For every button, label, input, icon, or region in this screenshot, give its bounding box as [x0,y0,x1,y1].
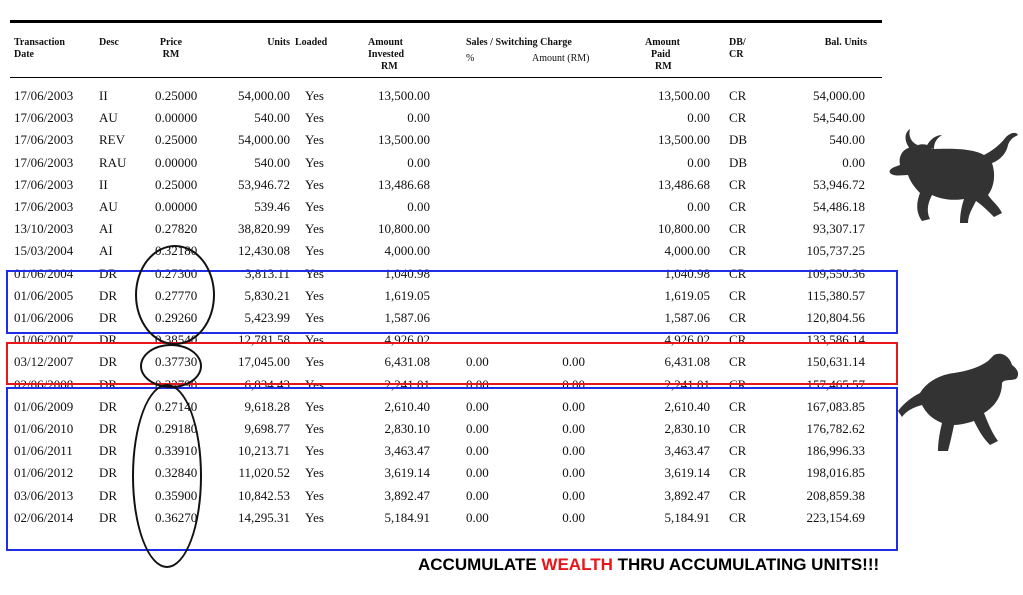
cell-units: 38,820.99 [238,221,290,237]
tagline [418,555,879,575]
cell-date: 17/06/2003 [14,110,74,126]
header-units: Units [267,37,290,48]
cell-paid: 1,619.05 [664,287,710,303]
cell-dbcr: DB [729,154,748,170]
table-row [0,108,1023,128]
cell-date: 01/06/2005 [14,287,74,303]
cell-dbcr: CR [729,221,747,237]
cell-desc: AU [99,110,118,126]
cell-units: 10,842.53 [238,487,290,503]
cell-loaded: Yes [305,487,324,503]
cell-loaded: Yes [305,443,324,459]
cell-bal: 115,380.57 [806,287,865,303]
cell-price: 0.32840 [155,465,198,481]
cell-date: 01/06/2012 [14,465,74,481]
cell-charge: 0.00 [562,421,585,436]
cell-amount: 1,619.05 [384,287,430,303]
cell-price: 0.00000 [155,110,198,126]
cell-amount: 6,431.08 [384,354,430,370]
cell-loaded: Yes [305,287,324,303]
cell-dbcr: CR [729,398,747,414]
cell-bal: 109,550.36 [806,265,865,281]
header-amount-rm: Amount (RM) [532,53,590,64]
cell-paid: 13,500.00 [658,88,710,103]
cell-price: 0.29180 [155,421,198,436]
cell-pct: 0.00 [466,465,489,481]
cell-date: 17/06/2003 [14,176,74,192]
cell-units: 12,781.58 [238,332,290,348]
cell-price: 0.00000 [155,199,198,214]
cell-price: 0.36270 [155,509,198,525]
header-rule [10,77,882,78]
cell-price: 0.27140 [155,398,198,414]
cell-dbcr: CR [729,176,747,192]
price-circle-middle [140,344,202,388]
cell-units: 9,698.77 [244,421,290,436]
cell-date: 17/06/2003 [14,154,74,170]
cell-price: 0.38540 [155,332,198,348]
cell-date: 01/06/2009 [14,398,74,414]
cell-charge: 0.00 [562,465,585,481]
cell-units: 17,045.00 [238,354,290,370]
cell-price: 0.32790 [155,376,198,392]
cell-loaded: Yes [305,110,324,126]
cell-pct: 0.00 [466,509,489,525]
cell-amount: 3,619.14 [384,465,430,481]
cell-price: 0.27820 [155,221,198,237]
cell-paid: 10,800.00 [658,221,710,237]
cell-loaded: Yes [305,398,324,414]
cell-loaded: Yes [305,376,324,392]
cell-paid: 3,892.47 [664,487,710,503]
cell-bal: 54,000.00 [813,88,865,103]
cell-bal: 223,154.69 [806,509,865,525]
cell-paid: 0.00 [687,110,710,126]
cell-loaded: Yes [305,243,324,259]
cell-bal: 54,540.00 [813,110,865,126]
cell-amount: 10,800.00 [378,221,430,237]
cell-date: 01/06/2011 [14,443,73,459]
cell-desc: AU [99,199,118,214]
cell-units: 54,000.00 [238,132,290,148]
cell-dbcr: CR [729,88,747,103]
top-rule [10,20,882,23]
cell-desc: DR [99,465,118,481]
bull-icon [880,125,1020,230]
cell-dbcr: DB [729,132,748,148]
cell-units: 5,423.99 [244,310,290,325]
cell-bal: 167,083.85 [806,398,865,414]
cell-loaded: Yes [305,421,324,436]
header-bal-units: Bal. Units [824,37,867,48]
cell-paid: 1,587.06 [664,310,710,325]
cell-charge: 0.00 [562,443,585,459]
cell-bal: 208,859.38 [806,487,865,503]
cell-bal: 120,804.56 [806,310,865,325]
cell-price: 0.35900 [155,487,198,503]
cell-bal: 150,631.14 [806,354,865,370]
cell-bal: 198,016.85 [806,465,865,481]
cell-desc: II [99,88,108,103]
cell-amount: 0.00 [407,199,430,214]
cell-paid: 5,184.91 [664,509,710,525]
cell-paid: 2,830.10 [664,421,710,436]
cell-paid: 4,926.02 [664,332,710,348]
cell-paid: 2,241.01 [664,376,710,392]
cell-amount: 1,040.98 [384,265,430,281]
cell-date: 15/03/2004 [14,243,74,259]
cell-date: 03/06/2013 [14,487,74,503]
table-row [0,86,1023,106]
header-loaded: Loaded [295,37,328,48]
cell-date: 17/06/2003 [14,132,74,148]
cell-charge: 0.00 [562,398,585,414]
cell-dbcr: CR [729,332,747,348]
cell-desc: RAU [99,154,127,170]
cell-price: 0.00000 [155,154,198,170]
cell-price: 0.32180 [155,243,198,259]
cell-desc: II [99,176,108,192]
cell-dbcr: CR [729,243,747,259]
tagline-part1: ACCUMULATE [418,555,542,574]
cell-desc: DR [99,398,118,414]
cell-paid: 2,610.40 [664,398,710,414]
cell-paid: 3,463.47 [664,443,710,459]
cell-units: 12,430.08 [238,243,290,259]
cell-dbcr: CR [729,199,747,214]
cell-date: 13/10/2003 [14,221,74,237]
cell-date: 01/06/2007 [14,332,74,348]
cell-date: 02/06/2014 [14,509,74,525]
cell-dbcr: CR [729,310,747,325]
cell-amount: 3,892.47 [384,487,430,503]
cell-desc: DR [99,487,118,503]
tagline-part2: THRU ACCUMULATING UNITS!!! [612,555,880,574]
table-row [0,153,1023,173]
cell-loaded: Yes [305,154,324,170]
cell-loaded: Yes [305,509,324,525]
cell-date: 17/06/2003 [14,199,74,214]
cell-loaded: Yes [305,199,324,214]
header-amount: Amount Invested RM [368,37,405,72]
cell-charge: 0.00 [562,376,585,392]
cell-bal: 176,782.62 [806,421,865,436]
cell-price: 0.37730 [155,354,198,370]
cell-desc: DR [99,421,118,436]
cell-units: 3,813.11 [244,265,290,281]
cell-pct: 0.00 [466,421,489,436]
cell-pct: 0.00 [466,398,489,414]
cell-amount: 2,241.01 [384,376,430,392]
cell-date: 02/06/2008 [14,376,74,392]
cell-desc: DR [99,287,118,303]
cell-loaded: Yes [305,310,324,325]
cell-price: 0.27770 [155,287,198,303]
cell-units: 6,834.43 [244,376,290,392]
cell-dbcr: CR [729,509,747,525]
cell-units: 9,618.28 [244,398,290,414]
cell-amount: 5,184.91 [384,509,430,525]
cell-loaded: Yes [305,332,324,348]
cell-amount: 13,500.00 [378,88,430,103]
cell-loaded: Yes [305,354,324,370]
cell-desc: DR [99,310,118,325]
cell-bal: 540.00 [829,132,865,148]
cell-loaded: Yes [305,88,324,103]
cell-pct: 0.00 [466,354,489,370]
cell-desc: DR [99,332,118,348]
header-price: Price RM [159,37,183,60]
cell-charge: 0.00 [562,487,585,503]
cell-loaded: Yes [305,176,324,192]
cell-dbcr: CR [729,265,747,281]
cell-date: 17/06/2003 [14,88,74,103]
cell-paid: 6,431.08 [664,354,710,370]
cell-bal: 54,486.18 [813,199,865,214]
cell-paid: 0.00 [687,154,710,170]
cell-bal: 53,946.72 [813,176,865,192]
cell-price: 0.29260 [155,310,198,325]
header-paid: Amount Paid RM [645,37,681,72]
header-date: Transaction Date [14,37,65,60]
cell-price: 0.33910 [155,443,198,459]
header-pct: % [466,53,475,64]
table-row [0,219,1023,239]
cell-price: 0.25000 [155,176,198,192]
cell-loaded: Yes [305,465,324,481]
cell-amount: 13,500.00 [378,132,430,148]
cell-date: 01/06/2004 [14,265,74,281]
cell-dbcr: CR [729,443,747,459]
header-dbcr: DB/ CR [729,37,746,60]
cell-units: 54,000.00 [238,88,290,103]
cell-pct: 0.00 [466,487,489,503]
bear-icon [898,345,1022,455]
cell-units: 53,946.72 [238,176,290,192]
cell-desc: AI [99,243,113,259]
cell-desc: DR [99,354,118,370]
cell-desc: DR [99,265,118,281]
cell-amount: 4,000.00 [384,243,430,259]
cell-paid: 1,040.98 [664,265,710,281]
cell-charge: 0.00 [562,354,585,370]
cell-dbcr: CR [729,354,747,370]
cell-paid: 3,619.14 [664,465,710,481]
cell-dbcr: CR [729,487,747,503]
cell-price: 0.25000 [155,88,198,103]
cell-amount: 13,486.68 [378,176,430,192]
cell-pct: 0.00 [466,376,489,392]
cell-dbcr: CR [729,110,747,126]
cell-price: 0.27300 [155,265,198,281]
cell-amount: 2,610.40 [384,398,430,414]
cell-charge: 0.00 [562,509,585,525]
cell-desc: DR [99,443,118,459]
cell-loaded: Yes [305,221,324,237]
cell-desc: REV [99,132,125,148]
cell-date: 03/12/2007 [14,354,74,370]
cell-paid: 13,486.68 [658,176,710,192]
cell-desc: AI [99,221,113,237]
header-desc: Desc [99,37,119,48]
cell-bal: 0.00 [842,154,865,170]
cell-units: 5,830.21 [244,287,290,303]
cell-pct: 0.00 [466,443,489,459]
header-sales-charge: Sales / Switching Charge [466,37,572,48]
cell-amount: 3,463.47 [384,443,430,459]
cell-desc: DR [99,509,118,525]
cell-bal: 133,586.14 [806,332,865,348]
cell-amount: 0.00 [407,154,430,170]
cell-amount: 2,830.10 [384,421,430,436]
cell-paid: 4,000.00 [664,243,710,259]
table-row [0,175,1023,195]
cell-bal: 105,737.25 [806,243,865,259]
tagline-highlight: WEALTH [541,555,613,574]
cell-units: 540.00 [254,110,290,126]
cell-bal: 93,307.17 [813,221,865,237]
cell-units: 14,295.31 [238,509,290,525]
cell-units: 11,020.52 [238,465,290,481]
cell-paid: 0.00 [687,199,710,214]
table-row [0,197,1023,217]
cell-bal: 157,465.57 [806,376,865,392]
cell-paid: 13,500.00 [658,132,710,148]
cell-desc: DR [99,376,118,392]
cell-units: 539.46 [254,199,290,214]
cell-loaded: Yes [305,132,324,148]
cell-dbcr: CR [729,421,747,436]
table-row [0,130,1023,150]
cell-dbcr: CR [729,376,747,392]
cell-loaded: Yes [305,265,324,281]
cell-dbcr: CR [729,465,747,481]
cell-amount: 4,926.02 [384,332,430,348]
cell-amount: 0.00 [407,110,430,126]
cell-bal: 186,996.33 [806,443,865,459]
cell-date: 01/06/2010 [14,421,74,436]
cell-amount: 1,587.06 [384,310,430,325]
cell-price: 0.25000 [155,132,198,148]
price-circle-top [135,245,215,345]
price-circle-bottom [132,384,202,568]
cell-dbcr: CR [729,287,747,303]
cell-date: 01/06/2006 [14,310,74,325]
cell-units: 10,213.71 [238,443,290,459]
cell-units: 540.00 [254,154,290,170]
